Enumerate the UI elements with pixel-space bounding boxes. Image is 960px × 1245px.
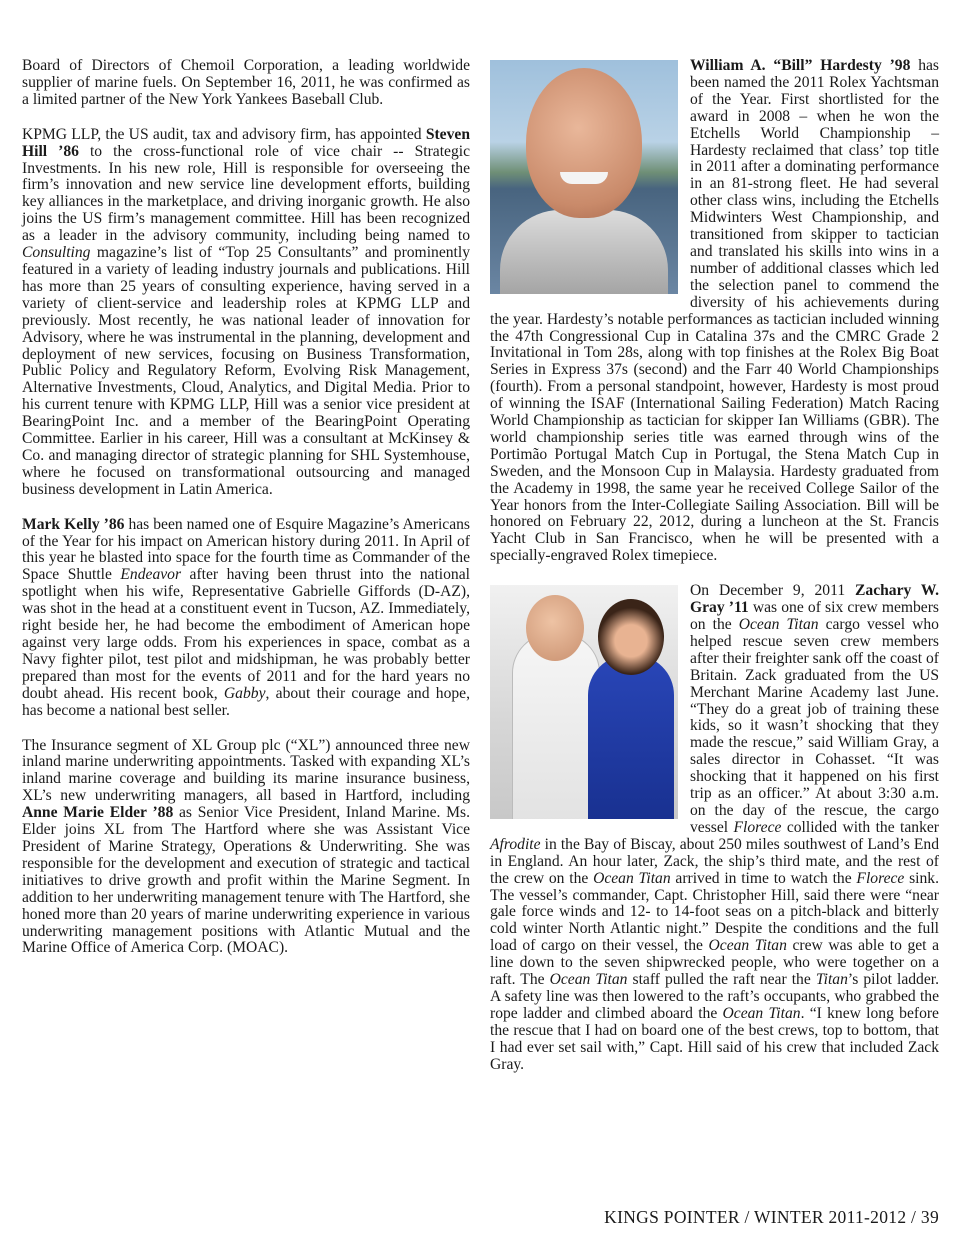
gray-couple-photo: [490, 585, 678, 819]
left-column: [22, 58, 470, 975]
anne-marie-elder-name: Anne Marie Elder ’88: [22, 804, 174, 822]
right-column: [490, 58, 939, 1091]
consulting-magazine-title: Consulting: [22, 244, 91, 262]
mark-kelly-paragraph: Mark Kelly ’86 has been named one of Esquire Magazine’s Americans of the Year for his impact on American history during 2011. In April of this year he blasted into space for the fourth time as Commander of the Space Shuttle Endeavor after having been thrust into the national spotlight when his wife, Representative Gabrielle Giffords (D-AZ), was shot in the head at a constituent event in Tucson, AZ. Immediately, right beside her, he had become the embodiment of American hope against very large odds. From his experiences in space, combat as a Navy fighter pilot, test pilot and midshipman, he was probably better prepared than most for the events of 2011 and for the hard years no doubt ahead. His recent book, Gabby, about their courage and hope, has become a national best seller.: [22, 515, 470, 719]
mark-kelly-name: Mark Kelly ’86: [22, 515, 125, 533]
hardesty-portrait-photo: [490, 60, 678, 294]
hardesty-paragraph: William A. “Bill” Hardesty ’98 has been named the 2011 Rolex Yachtsman of the Year. First shortlisted for the award in 2008 – when he won the Etchells World Championship – Hardesty reclaimed that class’ top title in 2011 after a dominating performance in an 81-strong fleet. He had several other class wins, including the Etchells Midwinters West Championship, and transitioned from skipper to tactician and translated his skills into wins in a number of additional classes which led the selection panel to commend the diversity of his achievements during the year. Hardesty’s notable performances as tactician included winning the 47th Congressional Cup in Catalina 37s and the CMRC Grade 2 Invitational in Tom 28s, along with top finishes at the Rolex Big Boat Series in Express 37s (second) and the Farr 40 World Championships (fourth). From a personal standpoint, however, Hardesty is most proud of winning the ISAF (International Sailing Federation) Match Racing World Championship as tactician for skipper Ian Williams (GBR). The world championship series title was earned through wins of the Portimão Portugal Match Cup in Portugal, the Stena Match Cup in Sweden, and the Monsoon Cup in Malaysia. Hardesty graduated from the Academy in 1998, the same year he received College Sailor of the Year honors from the Inter-Collegiate Sailing Association. Bill will be honored on February 22, 2012, during a luncheon at the St. Francis Yacht Club in San Francisco, when he will be presented with a specially-engraved Rolex timepiece.: [490, 57, 940, 565]
chemoil-paragraph: Board of Directors of Chemoil Corporation, a leading worldwide supplier of marine fuels. On September 16, 2011, he was confirmed as a limited partner of the New York Yankees Baseball Club.: [22, 57, 470, 108]
page-footer: KINGS POINTER / WINTER 2011-2012 / 39: [604, 1207, 939, 1227]
zachary-gray-name: Zachary W. Gray ’11: [690, 582, 939, 617]
xl-group-paragraph: The Insurance segment of XL Group plc (“XL”) announced three new inland marine underwriting appointments. Tasked with expanding XL’s inland marine coverage and building its marine insurance business, XL’s new underwriting managers, all based in Hartford, including Anne Marie Elder ’88 as Senior Vice President, Inland Marine. Ms. Elder joins XL from The Hartford where she was Assistant Vice President of Marine Strategy, Operations & Underwriting. She was responsible for the development and execution of strategic and tactical initiatives to drive growth and profit within the Marine Segment. In addition to her underwriting management tenure with The Hartford, she honed more than 20 years of marine underwriting experience in various underwriting management positions with Atlantic Mutual and the Marine Office of America Corp. (MOAC).: [22, 736, 470, 957]
kpmg-paragraph: KPMG LLP, the US audit, tax and advisory firm, has appointed Steven Hill ’86 to the cross-functional role of vice chair -- Strategic Investments. In his new role, Hill is responsible for overseeing the firm’s innovation and new service line development efforts, building key alliances in the marketplace, and driving inorganic growth. He also joins the US firm’s management committee. Hill has been recognized as a leader in the advisory community, including being named to Consulting magazine’s list of “Top 25 Consultants” and prominently featured in a variety of leading industry journals and publications. Hill has more than 25 years of consulting experience, having served in a variety of client-service and leadership roles at KPMG LLP and previously. Most recently, he was national leader of innovation for Advisory, where he was instrumental in the planning, development and deployment of new services, focusing on Business Transformation, Public Policy and Regulatory Reform, Evolving Risk Management, Alternative Investments, Cloud, Analytics, and Digital Media. Prior to his current tenure with KPMG LLP, Hill was a senior vice president at BearingPoint Inc. and a member of the BearingPoint Operating Committee. Earlier in his career, Hill was a consultant at McKinsey & Co. and managing director of strategic planning for SHL Systemhouse, where he focused on transformational outsourcing and managed business development in Latin America.: [22, 125, 471, 498]
hardesty-name: William A. “Bill” Hardesty ’98: [690, 57, 911, 74]
steven-hill-name: Steven Hill ’86: [22, 125, 470, 160]
zachary-gray-paragraph: On December 9, 2011 Zachary W. Gray ’11 was one of six crew members on the Ocean Titan cargo vessel who helped rescue seven crew members after their freighter sank off the coast of Britain. Zack graduated from the US Merchant Marine Academy last June. “They do a great job of training these kids, so it wasn’t shocking that they made the rescue,” said William Gray, a sales director in Cohasset. “It was shocking that it happened on his first trip as an officer.” At about 3:30 a.m. on the day of the rescue, the cargo vessel Florece collided with the tanker Afrodite in the Bay of Biscay, about 250 miles southwest of Land’s End in England. An hour later, Zack, the ship’s third mate, and the rest of the crew on the Ocean Titan arrived in time to watch the Florece sink. The vessel’s commander, Capt. Christopher Hill, said there were “near gale force winds and 12- to 14-foot seas on a pitch-black and bitterly cold winter North Atlantic night.” Despite the conditions and the full load of cargo on their vessel, the Ocean Titan crew was able to get a line down to the seven shipwrecked people, who were together on a raft. The Ocean Titan staff pulled the raft near the Titan’s pilot ladder. A safety line was then lowered to the raft’s occupants, who grabbed the rope ladder and climbed aboard the Ocean Titan. “I knew long before the rescue that I had on board one of the best crews, top to bottom, that I had ever set sail with,” Capt. Hill said of his crew that included Zack Gray.: [490, 582, 940, 1073]
